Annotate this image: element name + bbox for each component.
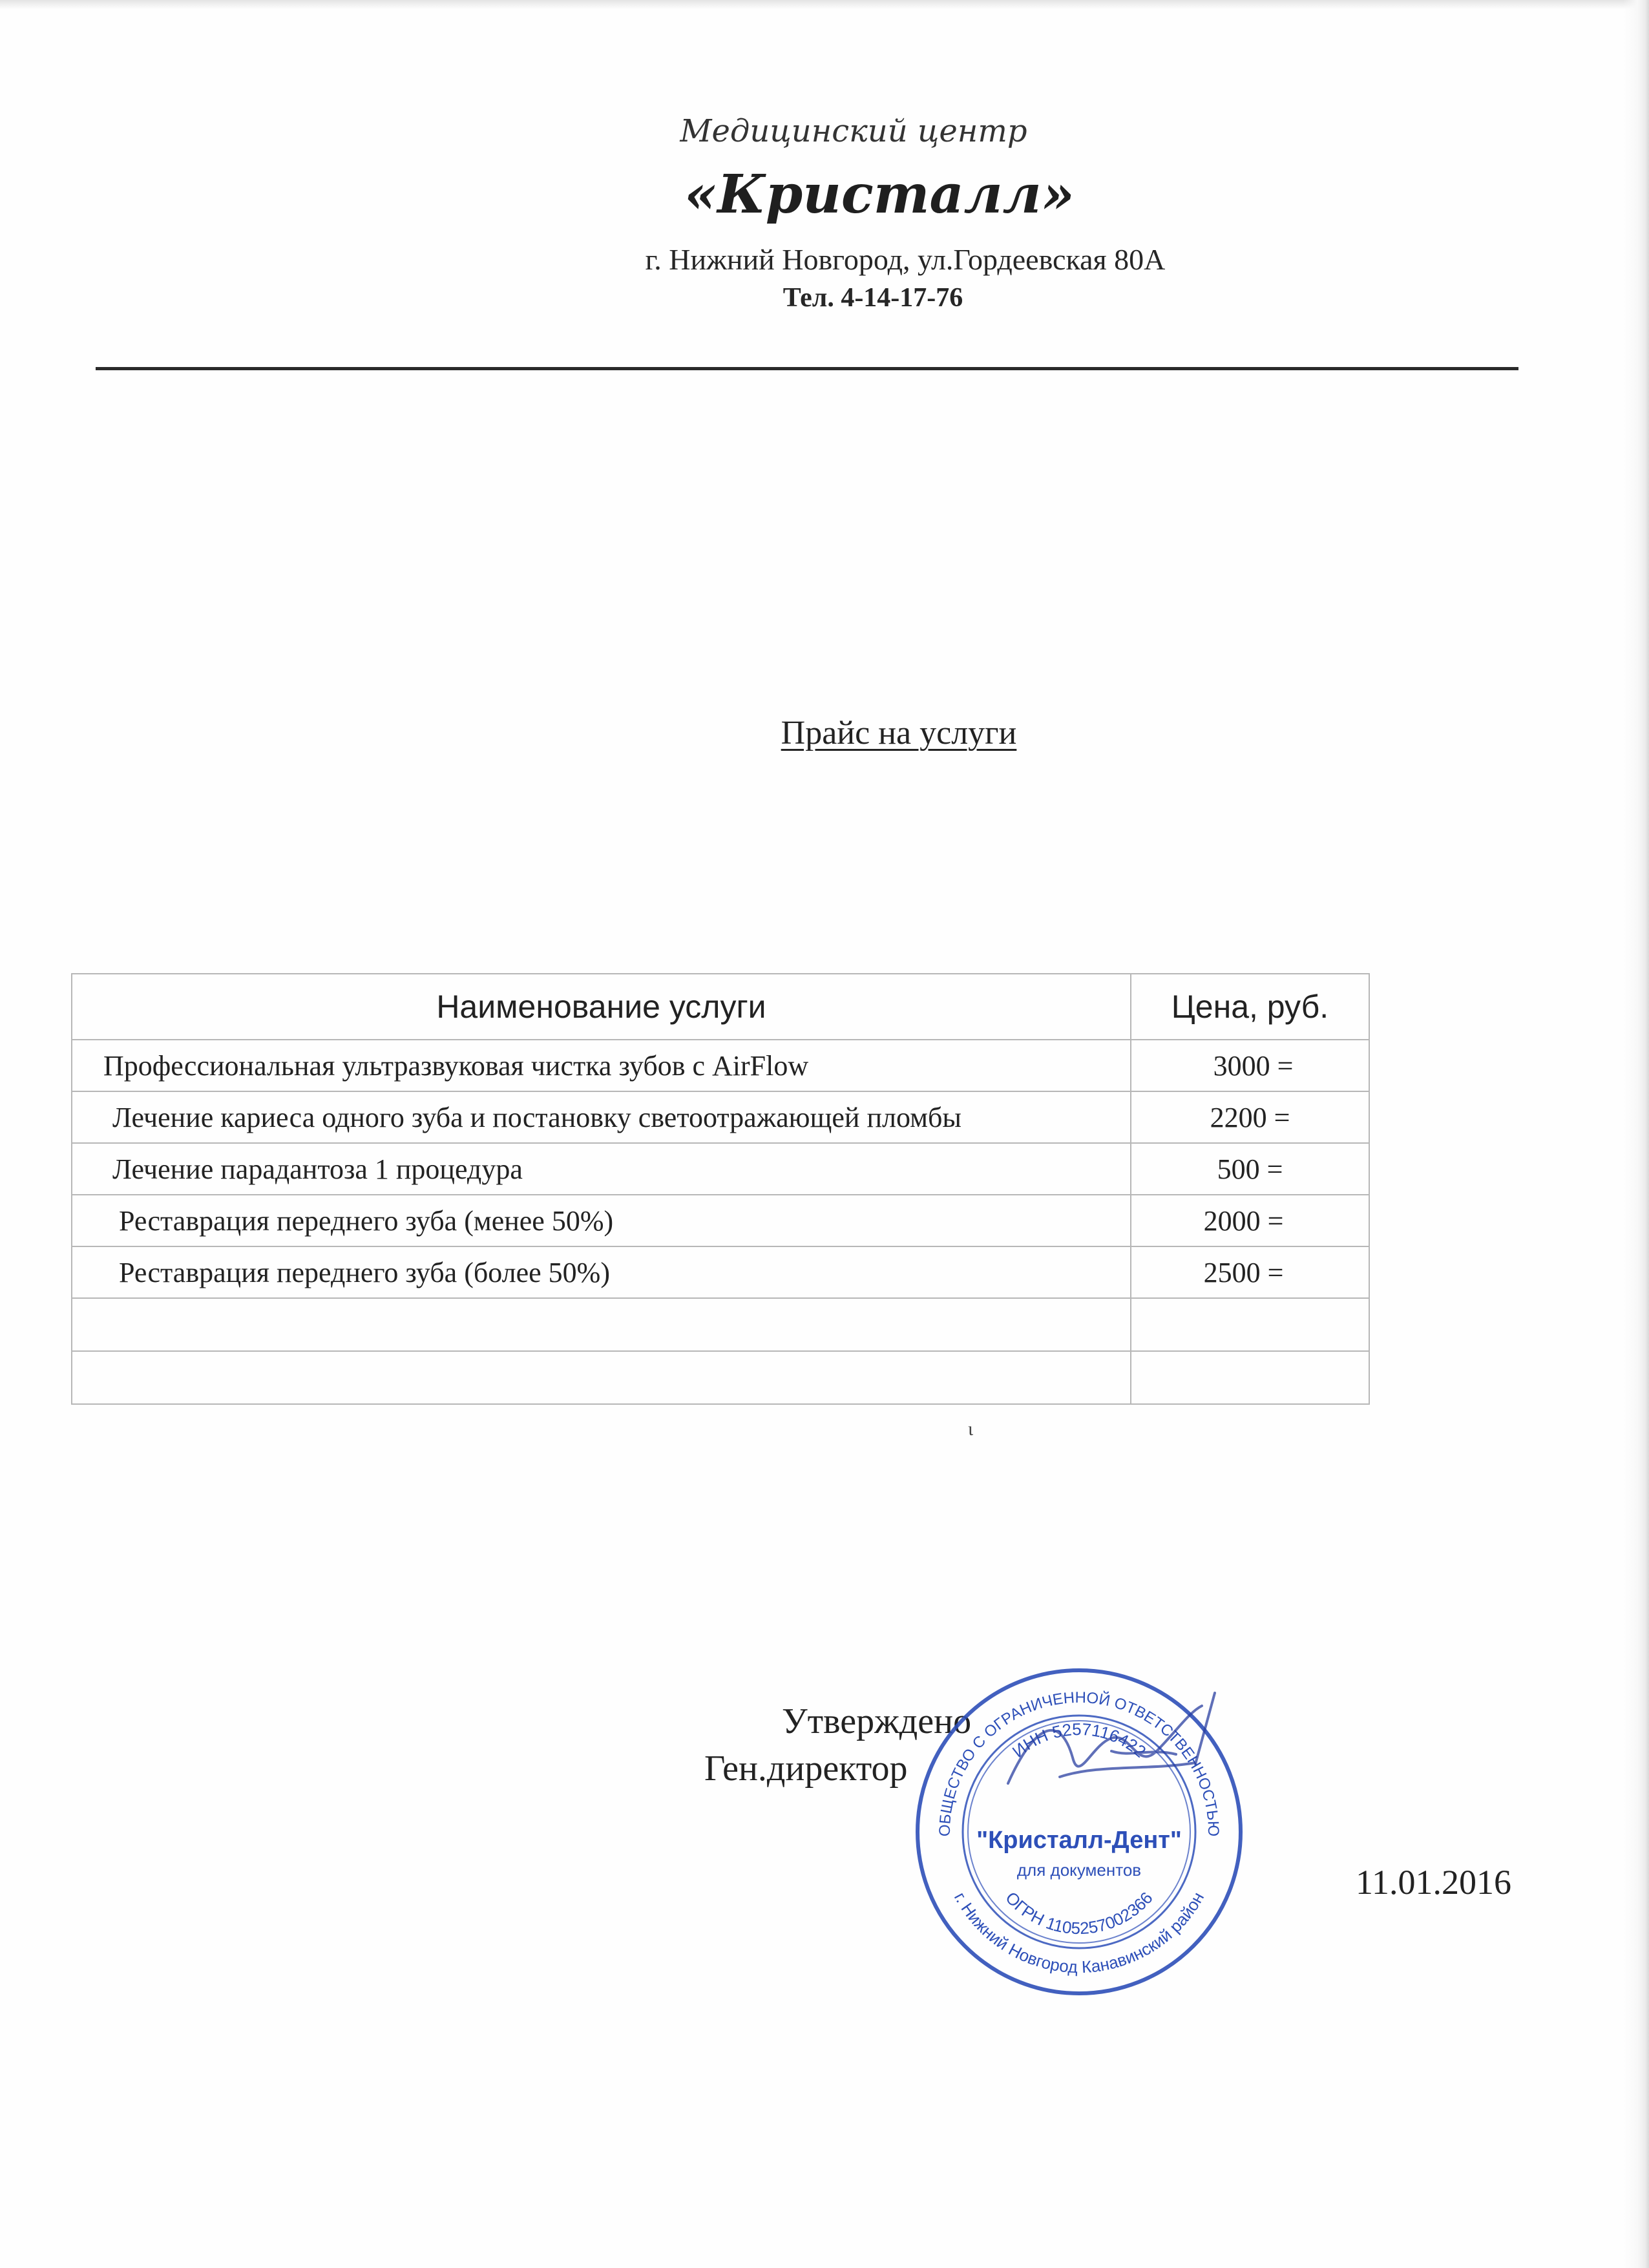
empty-cell bbox=[1131, 1351, 1369, 1404]
document-date: 11.01.2016 bbox=[1356, 1863, 1511, 1902]
signature-mark bbox=[982, 1686, 1254, 1822]
column-header-price: Цена, руб. bbox=[1131, 974, 1369, 1040]
service-name: Лечение кариеса одного зуба и постановку светоотражающей пломбы bbox=[72, 1091, 1131, 1143]
service-price: 3000 = bbox=[1131, 1040, 1369, 1091]
stamp-ogrn-text: ОГРН 1105257002366 bbox=[1002, 1887, 1157, 1938]
service-name: Профессиональная ультразвуковая чистка зубов с AirFlow bbox=[72, 1040, 1131, 1091]
org-type: Медицинский центр bbox=[680, 113, 1027, 149]
table-row bbox=[72, 1195, 1369, 1246]
service-price: 2200 = bbox=[1131, 1091, 1369, 1143]
price-table bbox=[71, 973, 1370, 1405]
stamp-purpose: для документов bbox=[1016, 1860, 1142, 1880]
table-row-empty bbox=[72, 1351, 1369, 1404]
table-row bbox=[72, 1143, 1369, 1195]
empty-cell bbox=[72, 1351, 1131, 1404]
stamp-company-name: "Кристалл-Дент" bbox=[976, 1827, 1182, 1854]
table-row bbox=[72, 1246, 1369, 1298]
scan-shadow-right bbox=[1623, 0, 1649, 2268]
document-title: Прайс на услуги bbox=[781, 715, 1017, 751]
service-price: 500 = bbox=[1131, 1143, 1369, 1195]
table-row bbox=[72, 1040, 1369, 1091]
director-title: Ген.директор bbox=[704, 1748, 908, 1789]
stamp-inn-text: ИНН 5257116422 bbox=[1008, 1719, 1150, 1761]
stamp-ring-text: ОБЩЕСТВО С ОГРАНИЧЕННОЙ ОТВЕТСТВЕННОСТЬЮ bbox=[936, 1688, 1223, 1837]
empty-cell bbox=[72, 1298, 1131, 1351]
letterhead-divider bbox=[96, 367, 1518, 370]
approved-label: Утверждено bbox=[782, 1701, 972, 1741]
org-phone: Тел. 4-14-17-76 bbox=[782, 283, 963, 313]
table-row-empty bbox=[72, 1298, 1369, 1351]
org-address: г. Нижний Новгород, ул.Гордеевская 80А bbox=[645, 243, 1166, 276]
org-name: «Кристалл» bbox=[684, 163, 1075, 226]
service-name: Реставрация переднего зуба (более 50%) bbox=[72, 1246, 1131, 1298]
stamp-city-text: г. Нижний Новгород Канавинский район bbox=[950, 1889, 1208, 1977]
column-header-service: Наименование услуги bbox=[72, 974, 1131, 1040]
scan-speck: ɩ bbox=[968, 1418, 974, 1440]
service-name: Реставрация переднего зуба (менее 50%) bbox=[72, 1195, 1131, 1246]
service-name: Лечение парадантоза 1 процедура bbox=[72, 1143, 1131, 1195]
table-header-row bbox=[72, 974, 1369, 1040]
service-price: 2500 = bbox=[1131, 1246, 1369, 1298]
svg-text:ОГРН 1105257002366 bbox=[1002, 1888, 1157, 1938]
empty-cell bbox=[1131, 1298, 1369, 1351]
service-price: 2000 = bbox=[1131, 1195, 1369, 1246]
scan-shadow-top bbox=[0, 0, 1649, 9]
table-row bbox=[72, 1091, 1369, 1143]
